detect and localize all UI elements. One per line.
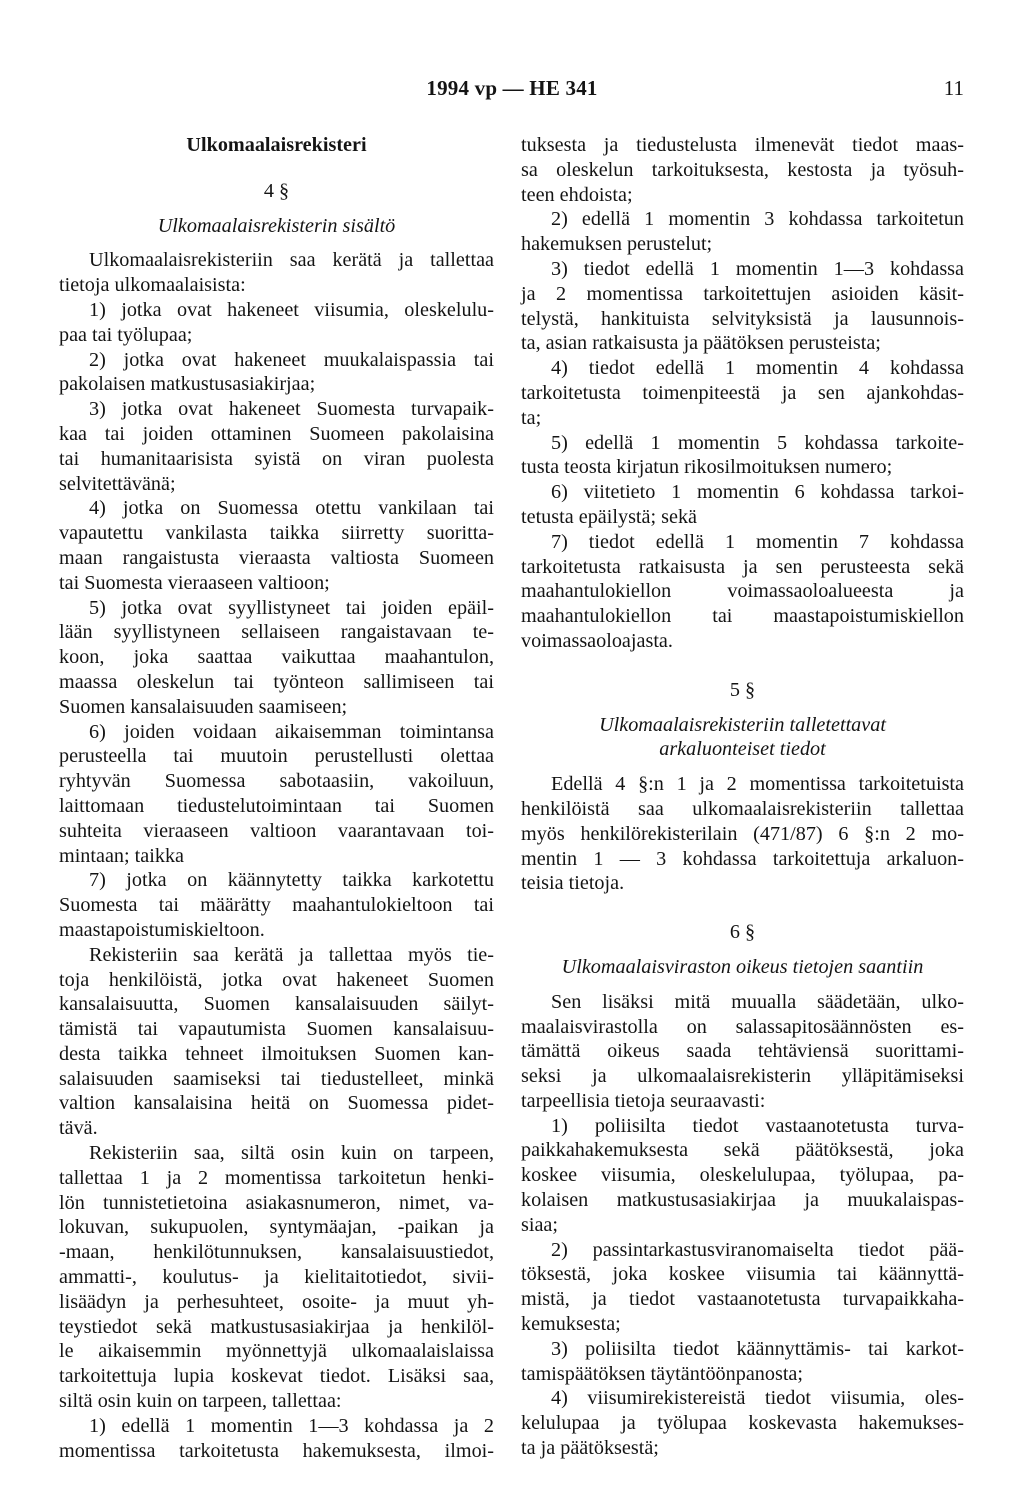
text-line: momentissa tarkoitetusta hakemuksesta, ilmoi- xyxy=(59,1439,494,1462)
text-line: 1) poliisilta tiedot vastaanotetusta turva- xyxy=(551,1114,964,1137)
text-line: maalaisvirastolla on salassapitosäännösten es- xyxy=(521,1015,964,1038)
text-line: 1) jotka ovat hakeneet viisumia, oleskelulu- xyxy=(89,298,494,321)
text-line: koskee viisumia, oleskelulupaa, työlupaa, pa- xyxy=(521,1164,964,1187)
text-line: siltä osin kuin on tarpeen, tallettaa: xyxy=(59,1390,342,1413)
text-line: töksestä, joka koskee viisumia tai käännyttä- xyxy=(521,1263,964,1286)
text-line: tämistä tai vapautumista Suomen kansalaisuu- xyxy=(59,1018,494,1041)
text-line: sa oleskelun tarkoituksesta, kestosta ja työsuh- xyxy=(521,158,964,181)
text-line: kemuksesta; xyxy=(521,1313,621,1336)
section-number: 5 § xyxy=(729,678,756,701)
text-line: mintaan; taikka xyxy=(59,844,185,867)
text-line: -maan, henkilötunnuksen, kansalaisuustiedot, xyxy=(59,1241,494,1264)
text-line: Sen lisäksi mitä muualla säädetään, ulko- xyxy=(551,990,964,1013)
text-line: Suomesta tai määrätty maahantulokieltoon tai xyxy=(59,894,494,917)
text-line: henkilöistä saa ulkomaalaisrekisteriin tallettaa xyxy=(521,797,964,820)
text-line: maan rangaistusta vieraasta valtiosta Suomeen xyxy=(59,546,494,569)
text-line: seksi ja ulkomaalaisrekisterin ylläpitämiseksi xyxy=(521,1065,964,1088)
text-line: maahantulokiellon voimassaoloalueesta ja xyxy=(521,580,964,603)
text-line: tarkoitetusta toimenpiteestä ja sen ajankohdas- xyxy=(521,381,964,404)
chapter-heading: Ulkomaalaisrekisteri xyxy=(186,134,367,156)
section-title: Ulkomaalaisrekisterin sisältö xyxy=(157,214,396,237)
text-line: 3) jotka ovat hakeneet Suomesta turvapaik- xyxy=(89,398,494,421)
text-line: laittomaan tiedustelutoimintaan tai Suomen xyxy=(59,794,494,817)
text-line: selvitettävänä; xyxy=(59,472,176,495)
text-line: maahantulokiellon tai maastapoistumiskiellon xyxy=(521,605,964,628)
text-line: kolaisen matkustusasiakirjaa ja muukalaispas- xyxy=(521,1189,964,1212)
text-line: ta ja päätöksestä; xyxy=(521,1437,659,1460)
text-line: ta, asian ratkaisusta ja päätöksen perusteista; xyxy=(521,332,881,355)
text-line: maastapoistumiskieltoon. xyxy=(59,918,265,941)
text-line: tetusta epäilystä; sekä xyxy=(521,505,698,528)
text-line: tarpeellisia tietoja seuraavasti: xyxy=(521,1089,766,1112)
text-line: 2) jotka ovat hakeneet muukalaispassia tai xyxy=(89,348,494,371)
section-number: 4 § xyxy=(263,179,290,202)
text-line: Suomen kansalaisuuden saamiseen; xyxy=(59,695,348,718)
text-line: ja 2 momentissa tarkoitettujen asioiden käsit- xyxy=(521,282,964,305)
text-line: kelulupaa ja työlupaa koskevasta hakemukses- xyxy=(521,1412,964,1435)
text-line: 2) edellä 1 momentin 3 kohdassa tarkoitetun xyxy=(551,208,964,231)
text-line: koon, joka saattaa vaikuttaa maahantulon, xyxy=(59,646,494,669)
text-line: kaa tai joiden ottaminen Suomeen pakolaisina xyxy=(59,422,494,445)
text-line: 7) tiedot edellä 1 momentin 7 kohdassa xyxy=(551,530,964,553)
text-line: tallettaa 1 ja 2 momentissa tarkoitetun henki- xyxy=(59,1166,494,1189)
text-line: le aikaisemmin myönnettyjä ulkomaalaislaissa xyxy=(59,1340,494,1363)
text-line: siaa; xyxy=(521,1213,558,1236)
text-line: lään syyllistyneen sellaiseen rangaistavaan te- xyxy=(59,621,494,644)
text-line: Rekisteriin saa, siltä osin kuin on tarpeen, xyxy=(89,1142,494,1165)
text-line: mistä, ja tiedot vastaanotetusta turvapaikkaha- xyxy=(521,1288,964,1311)
text-line: ta; xyxy=(521,406,542,429)
text-line: suhteita vieraaseen valtioon vaarantavaan toi- xyxy=(59,819,494,842)
page-number: 11 xyxy=(943,76,964,100)
text-line: telystä, hankituista selvityksistä ja lausunnois- xyxy=(521,307,964,330)
text-line: Rekisteriin saa kerätä ja tallettaa myös tie- xyxy=(89,943,494,966)
text-line: tai humanitaarisista syistä on viran puolesta xyxy=(59,447,494,470)
text-line: 4) jotka on Suomessa otettu vankilaan tai xyxy=(89,497,494,520)
section-title: Ulkomaalaisrekisteriin talletettavat xyxy=(599,713,886,736)
text-line: 4) tiedot edellä 1 momentin 4 kohdassa xyxy=(551,357,964,380)
text-line: lokuvan, sukupuolen, syntymäajan, -paikan ja xyxy=(59,1216,494,1239)
text-line: valtion kansalaisina heitä on Suomessa pidet- xyxy=(59,1092,494,1115)
text-line: myös henkilörekisterilain (471/87) 6 §:n 2 mo- xyxy=(521,822,964,845)
text-line: tai Suomesta vieraaseen valtioon; xyxy=(59,571,330,594)
text-line: lön tunnistetietoina asiakasnumeron, nimet, va- xyxy=(59,1191,494,1214)
text-line: ammatti-, koulutus- ja kielitaitotiedot, sivii- xyxy=(59,1266,494,1289)
text-line: teen ehdoista; xyxy=(521,183,633,206)
text-line: tarkoitettuja lupia koskevat tiedot. Lisäksi saa, xyxy=(59,1365,494,1388)
text-line: lisäädyn ja perhesuhteet, osoite- ja muut yh- xyxy=(59,1290,494,1313)
text-line: tuksesta ja tiedustelusta ilmenevät tiedot maas- xyxy=(521,134,964,156)
right-column xyxy=(521,133,964,1461)
text-line: mentin 1 — 3 kohdassa tarkoitettuja arkaluon- xyxy=(521,847,964,870)
running-header: 1994 vp — HE 341 xyxy=(426,76,598,100)
text-line: 2) passintarkastusviranomaiselta tiedot pää- xyxy=(551,1238,964,1261)
text-line: maassa oleskelun tai työnteon sallimiseen tai xyxy=(59,670,494,693)
section-title: Ulkomaalaisviraston oikeus tietojen saantiin xyxy=(561,955,924,978)
page-header xyxy=(0,76,1024,104)
text-line: salaisuuden saamiseksi tai tiedustelleet, minkä xyxy=(59,1067,494,1090)
text-line: desta taikka tehneet ilmoituksen Suomen kan- xyxy=(59,1042,494,1065)
text-line: 4) viisumirekistereistä tiedot viisumia, oles- xyxy=(551,1387,964,1410)
text-line: Edellä 4 §:n 1 ja 2 momentissa tarkoitetuista xyxy=(551,773,964,796)
text-line: paa tai työlupaa; xyxy=(59,323,193,346)
text-line: hakemuksen perustelut; xyxy=(521,233,713,256)
text-line: 5) jotka ovat syyllistyneet tai joiden epäil- xyxy=(89,596,494,619)
text-line: tietoja ulkomaalaisista: xyxy=(59,274,246,297)
text-line: perusteella tai muutoin perustellusti olettaa xyxy=(59,745,494,768)
text-line: 5) edellä 1 momentin 5 kohdassa tarkoite- xyxy=(551,431,964,454)
section-number: 6 § xyxy=(729,921,756,944)
text-line: voimassaoloajasta. xyxy=(521,629,673,652)
text-line: tusta teosta kirjatun rikosilmoituksen numero; xyxy=(521,456,893,479)
text-line: 6) joiden voidaan aikaisemman toimintansa xyxy=(89,720,494,743)
left-column xyxy=(59,133,494,1463)
section-title: arkaluonteiset tiedot xyxy=(659,738,826,761)
text-line: tämättä oikeus saada tehtäviensä suorittami- xyxy=(521,1040,964,1063)
text-line: paikkahakemuksesta sekä päätöksestä, joka xyxy=(521,1139,964,1162)
text-line: 3) poliisilta tiedot käännyttämis- tai karkot- xyxy=(551,1337,964,1360)
text-line: teisia tietoja. xyxy=(521,872,625,895)
text-line: 7) jotka on käännytetty taikka karkotettu xyxy=(89,869,494,892)
text-line: tävä. xyxy=(59,1117,98,1140)
text-line: vapautettu vankilasta taikka siirretty suoritta- xyxy=(59,522,494,545)
text-line: tamispäätöksen täytäntöönpanosta; xyxy=(521,1362,803,1385)
text-line: toja henkilöistä, jotka ovat hakeneet Suomen xyxy=(59,968,494,991)
text-line: teystiedot sekä matkustusasiakirjaa ja henkilöl- xyxy=(59,1315,494,1338)
text-line: tarkoitetusta ratkaisusta ja sen perusteesta sekä xyxy=(521,555,964,578)
text-line: 1) edellä 1 momentin 1—3 kohdassa ja 2 xyxy=(89,1414,494,1437)
text-line: pakolaisen matkustusasiakirjaa; xyxy=(59,373,316,396)
text-line: 3) tiedot edellä 1 momentin 1—3 kohdassa xyxy=(551,257,964,280)
text-line: kansalaisuutta, Suomen kansalaisuuden säilyt- xyxy=(59,993,494,1016)
text-line: 6) viitetieto 1 momentin 6 kohdassa tarkoi- xyxy=(551,481,964,504)
text-line: Ulkomaalaisrekisteriin saa kerätä ja tallettaa xyxy=(89,249,494,272)
text-line: ryhtyvän Suomessa sabotaasiin, vakoiluun, xyxy=(59,770,494,793)
